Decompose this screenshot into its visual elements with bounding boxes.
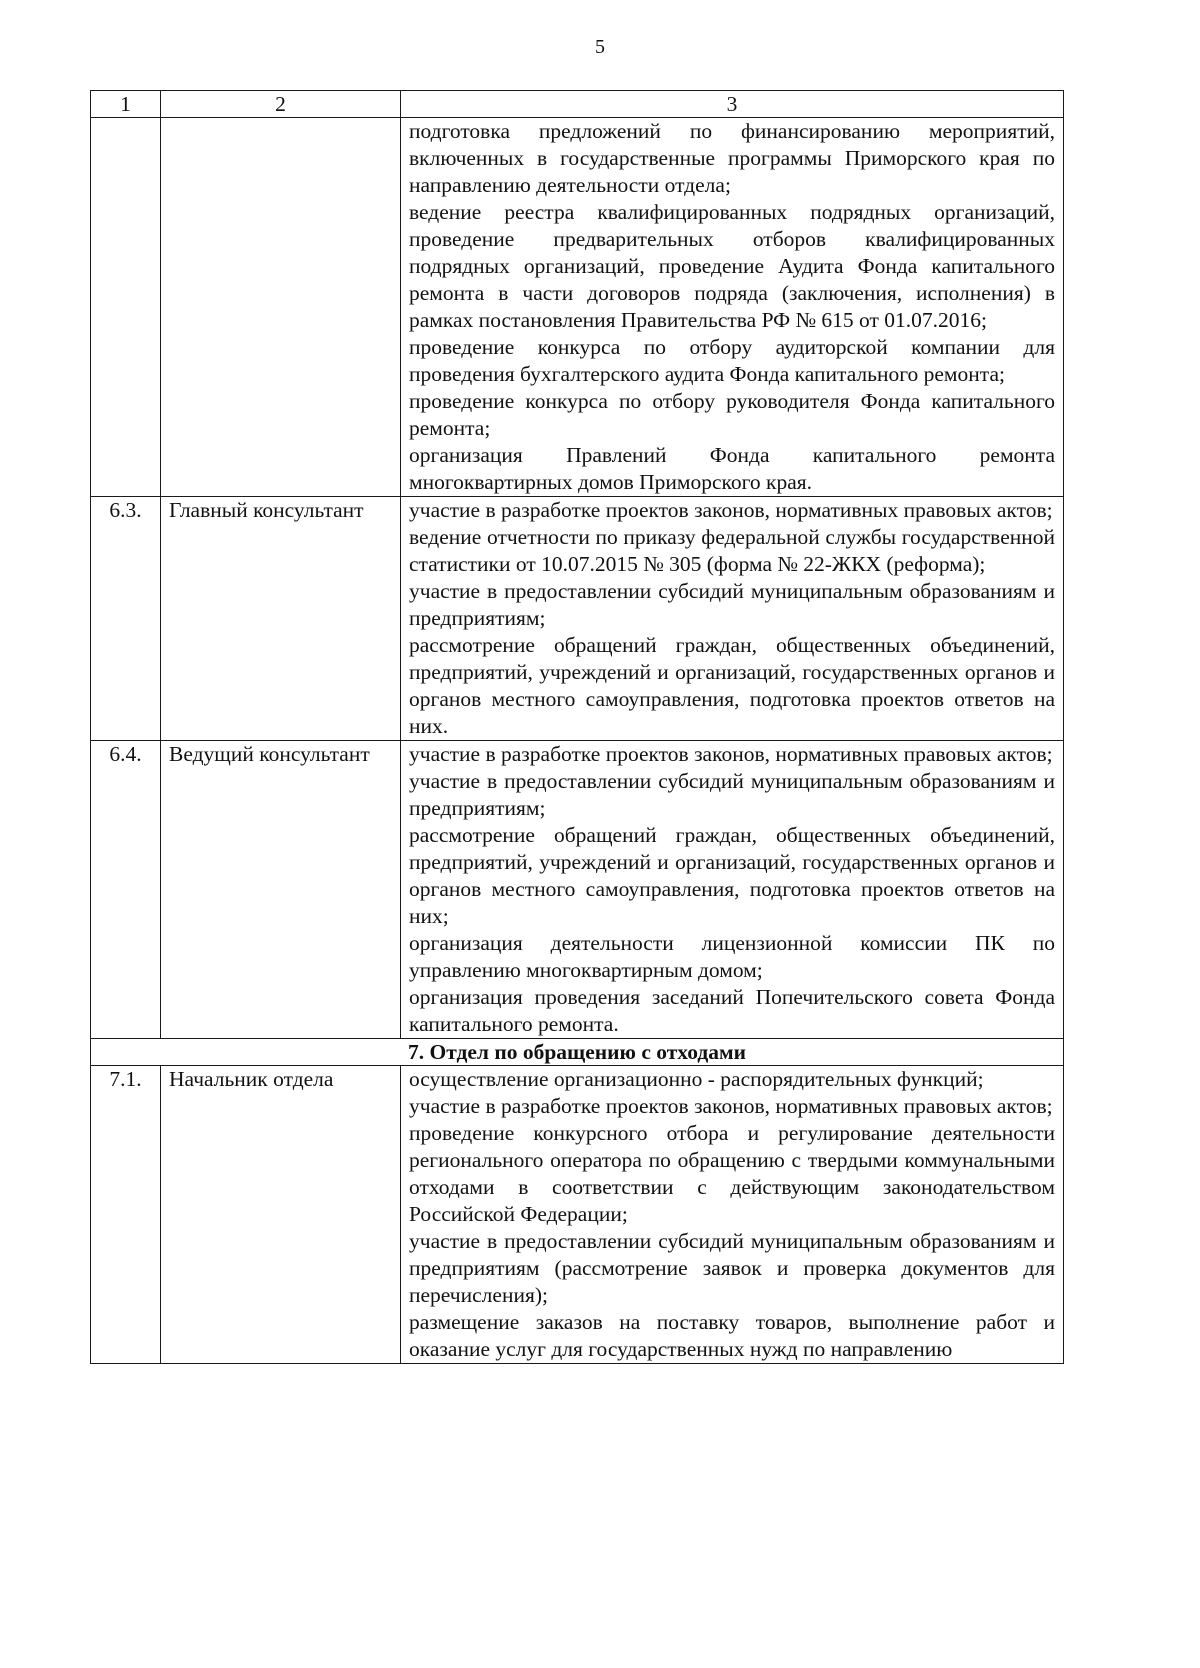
row-number: 6.3. bbox=[91, 497, 161, 741]
header-col-1: 1 bbox=[91, 91, 161, 118]
page-number: 5 bbox=[595, 36, 605, 58]
row-number: 7.1. bbox=[91, 1066, 161, 1364]
section-title: 7. Отдел по обращению с отходами bbox=[91, 1039, 1064, 1066]
duty-item: организация деятельности лицензионной комиссии ПК по управлению многоквартирным домом; bbox=[409, 931, 1055, 982]
table-row-6-3 bbox=[91, 497, 1064, 741]
header-col-3: 3 bbox=[401, 91, 1064, 118]
duty-item: организация Правлений Фонда капитального ремонта многоквартирных домов Приморского края. bbox=[409, 443, 1055, 494]
table-row-continued bbox=[91, 118, 1064, 497]
duty-item: рассмотрение обращений граждан, общественных объединений, предприятий, учреждений и организаций, государственных органов и органов местного самоуправления, подготовка проектов ответов на них. bbox=[409, 633, 1055, 738]
duty-item: участие в разработке проектов законов, нормативных правовых актов; bbox=[409, 742, 1053, 766]
row-duties bbox=[401, 741, 1064, 1039]
row-duties bbox=[401, 1066, 1064, 1364]
section-row bbox=[91, 1039, 1064, 1066]
duty-item: проведение конкурсного отбора и регулирование деятельности регионального оператора по обращению с твердыми коммунальными отходами в соответствии с действующим законодательством Российской Федерации; bbox=[409, 1121, 1055, 1226]
duty-item: ведение реестра квалифицированных подрядных организаций, проведение предварительных отборов квалифицированных подрядных организаций, проведение Аудита Фонда капитального ремонта в части договоров подряда (заключения, исполнения) в рамках постановления Правительства РФ № 615 от 01.07.2016; bbox=[409, 200, 1055, 332]
positions-table bbox=[90, 90, 1064, 1364]
duty-item: проведение конкурса по отбору руководителя Фонда капитального ремонта; bbox=[409, 389, 1055, 440]
duty-item: рассмотрение обращений граждан, общественных объединений, предприятий, учреждений и организаций, государственных органов и органов местного самоуправления, подготовка проектов ответов на них; bbox=[409, 823, 1055, 928]
duty-item: участие в предоставлении субсидий муниципальным образованиям и предприятиям (рассмотрение заявок и проверка документов для перечисления); bbox=[409, 1229, 1055, 1307]
row-position: Главный консультант bbox=[161, 497, 401, 741]
duty-item: участие в разработке проектов законов, нормативных правовых актов; bbox=[409, 498, 1053, 522]
table-row-7-1 bbox=[91, 1066, 1064, 1364]
row-duties bbox=[401, 118, 1064, 497]
duty-item: организация проведения заседаний Попечительского совета Фонда капитального ремонта. bbox=[409, 985, 1055, 1036]
duty-item: проведение конкурса по отбору аудиторской компании для проведения бухгалтерского аудита Фонда капитального ремонта; bbox=[409, 335, 1055, 386]
duty-item: ведение отчетности по приказу федеральной службы государственной статистики от 10.07.2015 № 305 (форма № 22-ЖКХ (реформа); bbox=[409, 525, 1055, 576]
row-number bbox=[91, 118, 161, 497]
duty-item: участие в разработке проектов законов, нормативных правовых актов; bbox=[409, 1094, 1053, 1118]
table-row-6-4 bbox=[91, 741, 1064, 1039]
row-position bbox=[161, 118, 401, 497]
table-header-row bbox=[91, 91, 1064, 118]
duty-item: осуществление организационно - распорядительных функций; bbox=[409, 1067, 984, 1091]
header-col-2: 2 bbox=[161, 91, 401, 118]
duty-item: участие в предоставлении субсидий муниципальным образованиям и предприятиям; bbox=[409, 579, 1055, 630]
duty-item: участие в предоставлении субсидий муниципальным образованиям и предприятиям; bbox=[409, 769, 1055, 820]
row-number: 6.4. bbox=[91, 741, 161, 1039]
row-duties bbox=[401, 497, 1064, 741]
row-position: Начальник отдела bbox=[161, 1066, 401, 1364]
row-position: Ведущий консультант bbox=[161, 741, 401, 1039]
duty-item: подготовка предложений по финансированию мероприятий, включенных в государственные программы Приморского края по направлению деятельности отдела; bbox=[409, 119, 1055, 197]
duty-item: размещение заказов на поставку товаров, выполнение работ и оказание услуг для государственных нужд по направлению bbox=[409, 1310, 1055, 1361]
